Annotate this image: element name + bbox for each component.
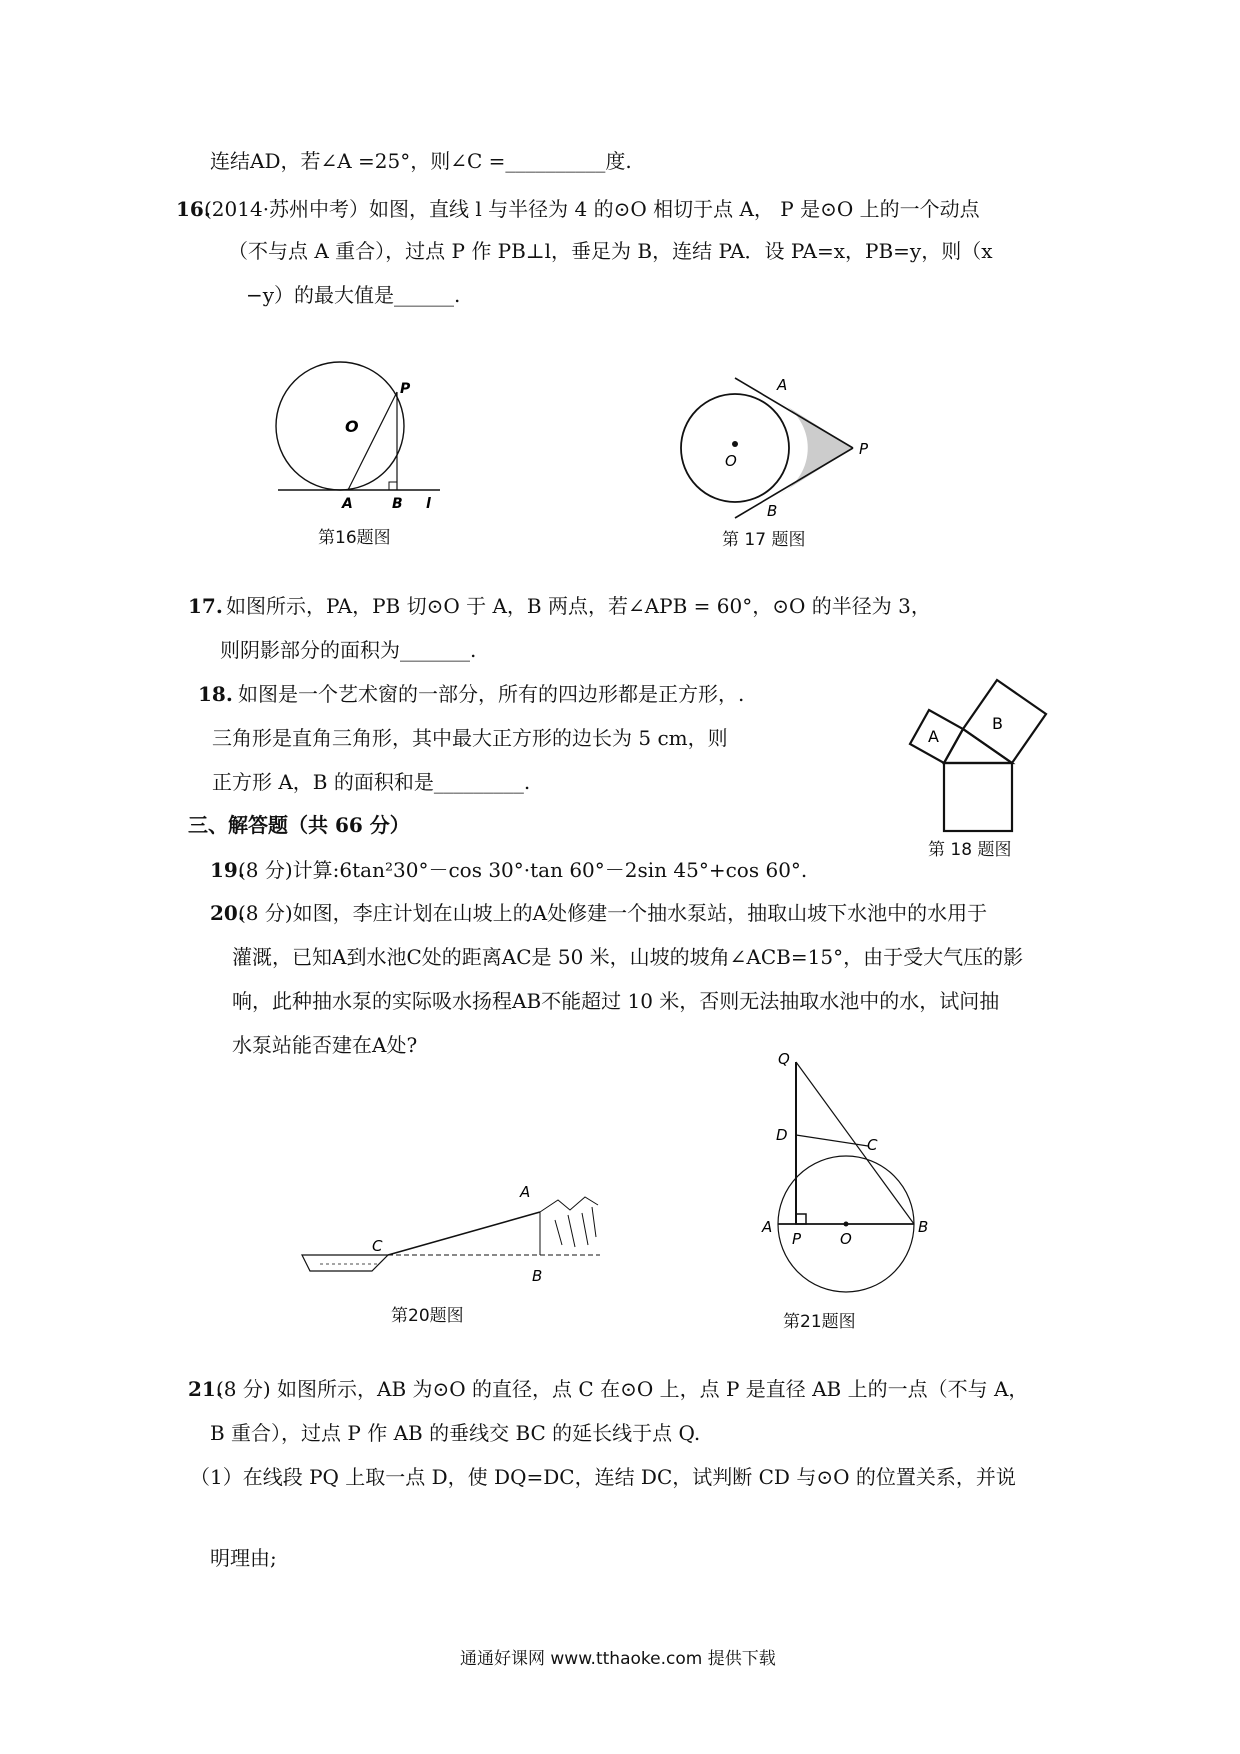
fig20-hill-hatching [540,1197,598,1247]
q19-number: 19. [210,858,245,882]
fig17-caption: 第 17 题图 [722,530,806,550]
fig20-label-C: C [372,1237,383,1255]
q16-number: 16. [176,197,211,221]
fig21-label-Q: Q [778,1050,790,1068]
figure-17 [665,370,885,530]
fig21-label-O: O [840,1230,852,1248]
figure-16 [270,360,450,515]
fig16-label-P: P [400,381,411,397]
fig20-label-B: B [532,1267,543,1285]
fig20-pool [302,1255,388,1271]
figure-21 [750,1050,950,1310]
fig21-right-angle [796,1214,806,1224]
fig20-label-A: A [520,1183,531,1201]
q16-text-line3: −y）的最大值是______. [246,283,461,307]
fig21-label-D: D [776,1126,788,1144]
q21-number: 21. [188,1377,223,1401]
fig21-label-C: C [867,1136,878,1154]
fig17-label-B: B [767,502,778,520]
q16-text-line1: (2014·苏州中考）如图，直线 l 与半径为 4 的⊙O 相切于点 A， P 是⊙O 上的一个动点 [204,197,980,221]
fig21-label-B: B [918,1218,929,1236]
fig18-square-B [963,680,1046,763]
fig18-large-square [944,763,1012,831]
fig21-label-A: A [762,1218,773,1236]
fig18-label-A: A [928,727,939,746]
fig16-seg-PA [348,392,397,490]
q18-number: 18. [198,682,233,706]
fig21-center-dot [844,1222,849,1227]
fig17-circle [681,394,789,502]
fig18-caption: 第 18 题图 [928,840,1012,860]
q19-text-line1: (8 分)计算:6tan²30°－cos 30°·tan 60°－2sin 45°+cos 60°. [238,858,808,882]
section3-heading: 三、解答题（共 66 分） [188,813,410,837]
q18-text-line3: 正方形 A，B 的面积和是_________. [212,770,531,794]
fig21-caption: 第21题图 [783,1312,856,1332]
fig17-center-dot [732,441,738,447]
q20-text-line2: 灌溉，已知A到水池C处的距离AC是 50 米，山坡的坡角∠ACB=15°，由于受大气压的影 [232,945,1024,969]
q21-text-line3: （1）在线段 PQ 上取一点 D，使 DQ=DC，连结 DC，试判断 CD 与⊙O 的位置关系，并说 [190,1465,1016,1489]
q21-text-line2: B 重合），过点 P 作 AB 的垂线交 BC 的延长线于点 Q. [210,1421,701,1445]
fig17-shaded-region [780,402,853,494]
fig17-tangent-PA [735,378,853,448]
fig16-label-O: O [345,417,359,436]
figure-20 [300,1175,620,1300]
figure-18 [900,675,1060,835]
page-footer: 通通好课网 www.tthaoke.com 提供下载 [460,1649,776,1669]
q17-text-line1: 如图所示，PA，PB 切⊙O 于 A，B 两点，若∠APB = 60°，⊙O 的半径为 3， [226,594,931,618]
fig16-label-A: A [342,496,353,512]
q15-tail-line: 连结AD，若∠A =25°，则∠C =__________度. [210,149,632,173]
q20-text-line3: 响，此种抽水泵的实际吸水扬程AB不能超过 10 米，否则无法抽取水池中的水，试问抽 [232,989,1000,1013]
q16-text-line2: （不与点 A 重合），过点 P 作 PB⊥l，垂足为 B，连结 PA．设 PA=x，PB=y，则（x [228,239,993,263]
fig17-label-O: O [725,452,737,470]
fig21-label-P: P [792,1230,802,1248]
fig17-label-A: A [777,376,788,394]
q17-number: 17. [188,594,223,618]
fig18-label-B: B [992,714,1003,733]
fig17-label-P: P [859,440,869,458]
fig21-segment-DC [796,1135,868,1146]
fig16-circle [276,362,404,490]
q18-text-line2: 三角形是直角三角形，其中最大正方形的边长为 5 cm，则 [212,726,728,750]
fig16-label-B: B [392,496,403,512]
q17-text-line2: 则阴影部分的面积为_______. [220,638,477,662]
q18-text-line1: 如图是一个艺术窗的一部分，所有的四边形都是正方形，. [238,682,745,706]
fig20-slope-CA [388,1212,540,1255]
q21-text-line4: 明理由; [210,1546,277,1570]
q21-text-line1: (8 分) 如图所示，AB 为⊙O 的直径，点 C 在⊙O 上，点 P 是直径 AB 上的一点（不与 A， [216,1377,1029,1401]
q20-text-line1: (8 分)如图，李庄计划在山坡上的A处修建一个抽水泵站，抽取山坡下水池中的水用于 [238,901,988,925]
q20-text-line4: 水泵站能否建在A处? [232,1033,418,1057]
fig16-right-angle [389,482,397,490]
fig17-tangent-PB [735,448,853,518]
fig20-caption: 第20题图 [391,1306,464,1326]
fig18-right-triangle [944,729,1012,763]
q20-number: 20. [210,901,245,925]
fig16-caption: 第16题图 [318,528,391,548]
fig21-line-QB [796,1062,914,1224]
fig16-label-l: l [426,496,431,512]
